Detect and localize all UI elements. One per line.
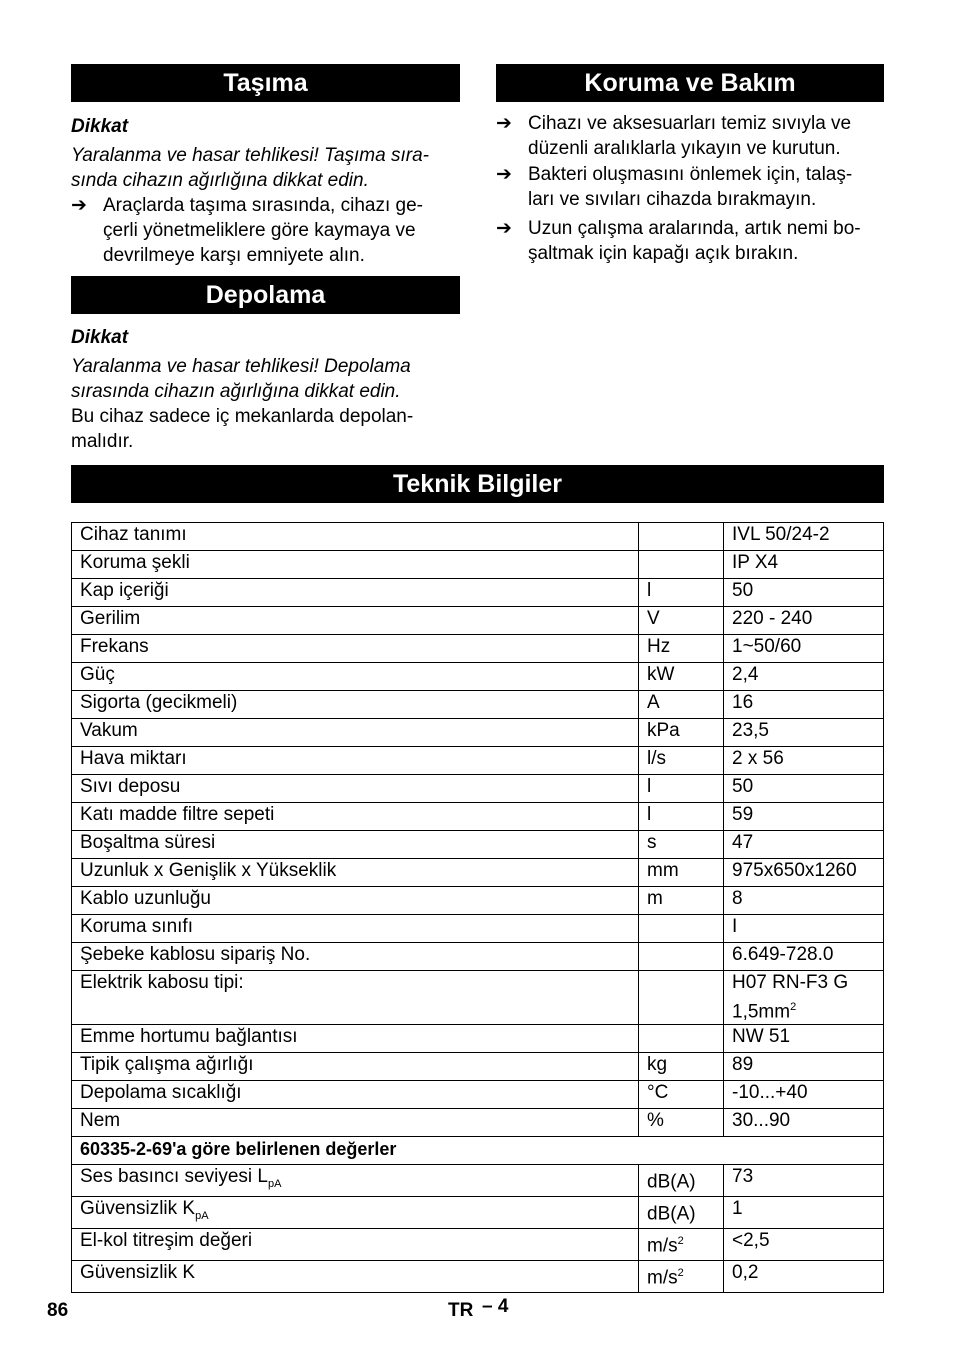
spec-unit: l/s: [639, 747, 724, 775]
spec-name: Hava miktarı: [72, 747, 639, 775]
spec-name: Sıvı deposu: [72, 775, 639, 803]
spec-unit: °C: [639, 1081, 724, 1109]
table-row: [72, 1109, 884, 1137]
table-row: [72, 1165, 884, 1197]
care-text: Cihazı ve aksesuarları temiz sıvıyla ve düzenli aralıklarla yıkayın ve kurutun.: [528, 113, 852, 159]
spec-name: [72, 1228, 639, 1260]
spec-name: Güç: [72, 663, 639, 691]
caution-label: Dikkat: [71, 327, 129, 348]
table-row: [72, 523, 884, 551]
spec-value: NW 51: [724, 1025, 884, 1053]
spec-value: [724, 971, 884, 1025]
arrow-right-icon: ➔: [496, 218, 512, 239]
spec-value: 8: [724, 887, 884, 915]
spec-value: IVL 50/24-2: [724, 523, 884, 551]
spec-name: Cihaz tanımı: [72, 523, 639, 551]
care-item: [496, 216, 886, 266]
spec-value: 1: [724, 1197, 884, 1229]
table-row: [72, 1025, 884, 1053]
spec-unit: kPa: [639, 719, 724, 747]
spec-name: Koruma şekli: [72, 551, 639, 579]
care-text: Bakteri oluşmasını önlemek için, talaş- ları ve sıvıları cihazda bırakmayın.: [528, 164, 853, 210]
spec-value: 2 x 56: [724, 747, 884, 775]
spec-unit: kg: [639, 1053, 724, 1081]
section-heading-depolama: Depolama: [71, 276, 460, 314]
instruction-item: [71, 193, 460, 268]
spec-value: 23,5: [724, 719, 884, 747]
cable-cross-section: 1,5mm: [732, 1001, 791, 1023]
arrow-right-icon: ➔: [71, 195, 87, 216]
instruction-text: Araçlarda taşıma sırasında, cihazı ge- çerli yönetmeliklere göre kaymaya ve devrilmeye karşı emniyete alın.: [103, 195, 423, 266]
spec-unit: [639, 551, 724, 579]
spec-unit: [639, 943, 724, 971]
spec-value: 59: [724, 803, 884, 831]
cable-type-line1: H07 RN-F3 G: [732, 972, 849, 993]
spec-name-text: Güvensizlik K: [80, 1261, 196, 1283]
spec-name: Tipik çalışma ağırlığı: [72, 1053, 639, 1081]
care-text: Uzun çalışma aralarında, artık nemi bo- şaltmak için kapağı açık bırakın.: [528, 218, 861, 264]
table-row: [72, 943, 884, 971]
spec-name: Elektrik kabosu tipi:: [72, 971, 639, 1025]
spec-name: Koruma sınıfı: [72, 915, 639, 943]
spec-unit-text: dB(A): [647, 1203, 696, 1225]
warning-text: Yaralanma ve hasar tehlikesi! Taşıma sıra- sında cihazın ağırlığına dikkat edin.: [71, 145, 429, 191]
spec-name: Nem: [72, 1109, 639, 1137]
spec-value: 30...90: [724, 1109, 884, 1137]
spec-name: Emme hortumu bağlantısı: [72, 1025, 639, 1053]
care-item: [496, 162, 886, 212]
spec-name: Uzunluk x Genişlik x Yükseklik: [72, 859, 639, 887]
table-row: [72, 635, 884, 663]
spec-unit: [639, 1025, 724, 1053]
spec-unit: [639, 523, 724, 551]
superscript: 2: [677, 1234, 684, 1247]
caution-label: Dikkat: [71, 116, 129, 137]
table-row: [72, 747, 884, 775]
spec-unit: [639, 1260, 724, 1292]
section-heading-teknik: Teknik Bilgiler: [71, 465, 884, 503]
page-number: 86: [47, 1300, 69, 1321]
table-row: [72, 607, 884, 635]
spec-unit: [639, 1197, 724, 1229]
spec-unit: m: [639, 887, 724, 915]
spec-value: -10...+40: [724, 1081, 884, 1109]
table-row: [72, 887, 884, 915]
table-row: [72, 1197, 884, 1229]
table-row: [72, 971, 884, 1025]
spec-name-text: Güvensizlik K: [80, 1198, 196, 1220]
spec-name: Sigorta (gecikmeli): [72, 691, 639, 719]
spec-value: 89: [724, 1053, 884, 1081]
table-row: [72, 831, 884, 859]
table-row: [72, 915, 884, 943]
table-row: [72, 691, 884, 719]
spec-name: Frekans: [72, 635, 639, 663]
spec-unit: A: [639, 691, 724, 719]
spec-unit: %: [639, 1109, 724, 1137]
table-row: [72, 775, 884, 803]
spec-name: Katı madde filtre sepeti: [72, 803, 639, 831]
spec-unit: [639, 915, 724, 943]
spec-value: 47: [724, 831, 884, 859]
spec-value: 16: [724, 691, 884, 719]
spec-value: 6.649-728.0: [724, 943, 884, 971]
spec-value: 73: [724, 1165, 884, 1197]
table-row: [72, 663, 884, 691]
spec-name: Depolama sıcaklığı: [72, 1081, 639, 1109]
spec-name-text: El-kol titreşim değeri: [80, 1229, 253, 1251]
section-title: 60335-2-69'a göre belirlenen değerler: [72, 1137, 884, 1165]
table-row: [72, 1260, 884, 1292]
spec-name: [72, 1165, 639, 1197]
spec-value: IP X4: [724, 551, 884, 579]
spec-unit-text: dB(A): [647, 1171, 696, 1193]
superscript: 2: [790, 1001, 797, 1013]
spec-unit: l: [639, 803, 724, 831]
table-row: [72, 1081, 884, 1109]
spec-value: 1~50/60: [724, 635, 884, 663]
table-row: [72, 1053, 884, 1081]
spec-unit: [639, 1165, 724, 1197]
spec-value: 50: [724, 775, 884, 803]
spec-value: <2,5: [724, 1228, 884, 1260]
spec-unit: mm: [639, 859, 724, 887]
table-row: [72, 859, 884, 887]
table-section-row: [72, 1137, 884, 1165]
arrow-right-icon: ➔: [496, 164, 512, 185]
spec-unit: kW: [639, 663, 724, 691]
spec-value: 0,2: [724, 1260, 884, 1292]
table-row: [72, 1228, 884, 1260]
spec-value: 2,4: [724, 663, 884, 691]
spec-unit-text: m/s: [647, 1267, 678, 1289]
subscript: pA: [267, 1178, 282, 1191]
spec-name: [72, 1260, 639, 1292]
table-row: [72, 719, 884, 747]
table-row: [72, 551, 884, 579]
subscript: pA: [195, 1209, 209, 1222]
spec-value: 220 - 240: [724, 607, 884, 635]
spec-unit: [639, 971, 724, 1025]
spec-unit-text: m/s: [647, 1235, 678, 1257]
spec-unit: l: [639, 579, 724, 607]
spec-name: Şebeke kablosu sipariş No.: [72, 943, 639, 971]
spec-name-text: Ses basıncı seviyesi L: [80, 1166, 268, 1188]
spec-name: Kablo uzunluğu: [72, 887, 639, 915]
spec-name: [72, 1197, 639, 1229]
spec-name: Kap içeriği: [72, 579, 639, 607]
table-row: [72, 803, 884, 831]
storage-note: Bu cihaz sadece iç mekanlarda depolan- malıdır.: [71, 406, 414, 452]
spec-unit: Hz: [639, 635, 724, 663]
table-row: [72, 579, 884, 607]
cable-type-line2: [732, 995, 875, 1024]
care-item: [496, 111, 886, 161]
spec-value: 50: [724, 579, 884, 607]
spec-unit: s: [639, 831, 724, 859]
arrow-right-icon: ➔: [496, 113, 512, 134]
spec-unit: V: [639, 607, 724, 635]
language-code: TR: [448, 1300, 474, 1321]
spec-unit: [639, 1228, 724, 1260]
spec-name: Gerilim: [72, 607, 639, 635]
section-page: – 4: [482, 1296, 509, 1317]
spec-value: 975x650x1260: [724, 859, 884, 887]
warning-text: Yaralanma ve hasar tehlikesi! Depolama sırasında cihazın ağırlığına dikkat edin.: [71, 356, 411, 402]
spec-name: Vakum: [72, 719, 639, 747]
spec-value: I: [724, 915, 884, 943]
spec-table: [71, 522, 884, 1293]
section-heading-tasima: Taşıma: [71, 64, 460, 102]
spec-name: Boşaltma süresi: [72, 831, 639, 859]
section-heading-koruma: Koruma ve Bakım: [496, 64, 884, 102]
spec-unit: l: [639, 775, 724, 803]
superscript: 2: [677, 1266, 684, 1279]
